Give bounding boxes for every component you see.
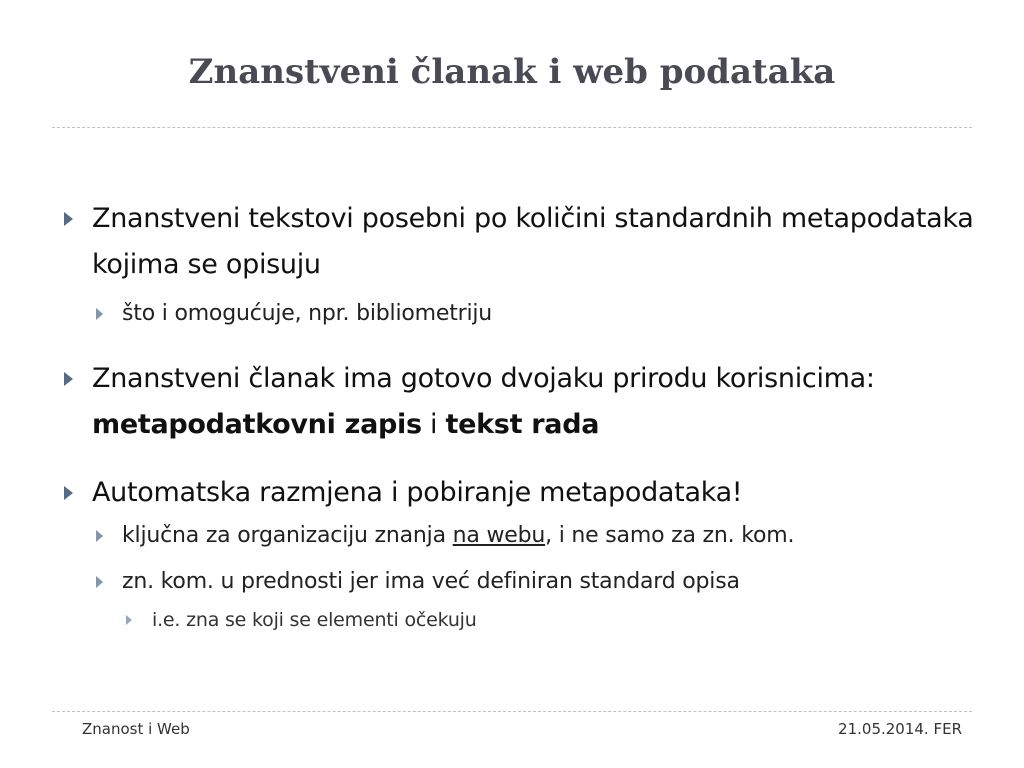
title-divider [52,127,972,128]
bullet-arrow-icon [64,486,73,500]
sub-sub-bullet-arrow-icon [126,615,132,625]
bullet-arrow-icon [64,372,73,386]
sub-bullet-item [92,516,980,556]
bullet-item-3 [60,470,980,516]
sub-bullet-text: ključna za organizaciju znanja [122,523,453,548]
slide-title: Znanstveni članak i web podataka [188,52,836,92]
sub-bullet-arrow-icon [96,576,103,588]
sub-sub-bullet-item [122,602,980,638]
bullet-text: Znanstveni članak ima gotovo dvojaku prirodu korisnicima: [92,363,875,394]
footer-course-name: Znanost i Web [82,720,190,738]
bold-term-paper-text: tekst rada [445,409,600,440]
bullet-text: Znanstveni tekstovi posebni po količini standardnih metapodataka kojima se opisuju [92,203,974,280]
sub-bullet-arrow-icon [96,530,103,542]
sub-bullet-item [92,294,980,334]
web-link[interactable]: na webu [452,523,546,548]
bullet-arrow-icon [64,212,73,226]
slide-content [60,196,980,638]
sub-sub-bullet-text: i.e. zna se koji se elementi očekuju [152,609,477,631]
bold-term-metadata-record: metapodatkovni zapis [92,409,422,440]
sub-bullet-arrow-icon [96,308,103,320]
sub-bullet-text: zn. kom. u prednosti jer ima već definiran standard opisa [122,569,740,594]
footer-divider [52,711,972,712]
bullet-text: Automatska razmjena i pobiranje metapodataka! [92,477,743,508]
bullet-item-2 [60,356,980,448]
footer-date-org: 21.05.2014. FER [838,720,962,738]
sub-bullet-item [92,562,980,602]
sub-bullet-text-after: , i ne samo za zn. kom. [545,523,795,548]
bullet-item-1 [60,196,980,288]
bullet-text-connector: i [421,409,446,440]
sub-bullet-text: što i omogućuje, npr. bibliometriju [122,301,493,326]
